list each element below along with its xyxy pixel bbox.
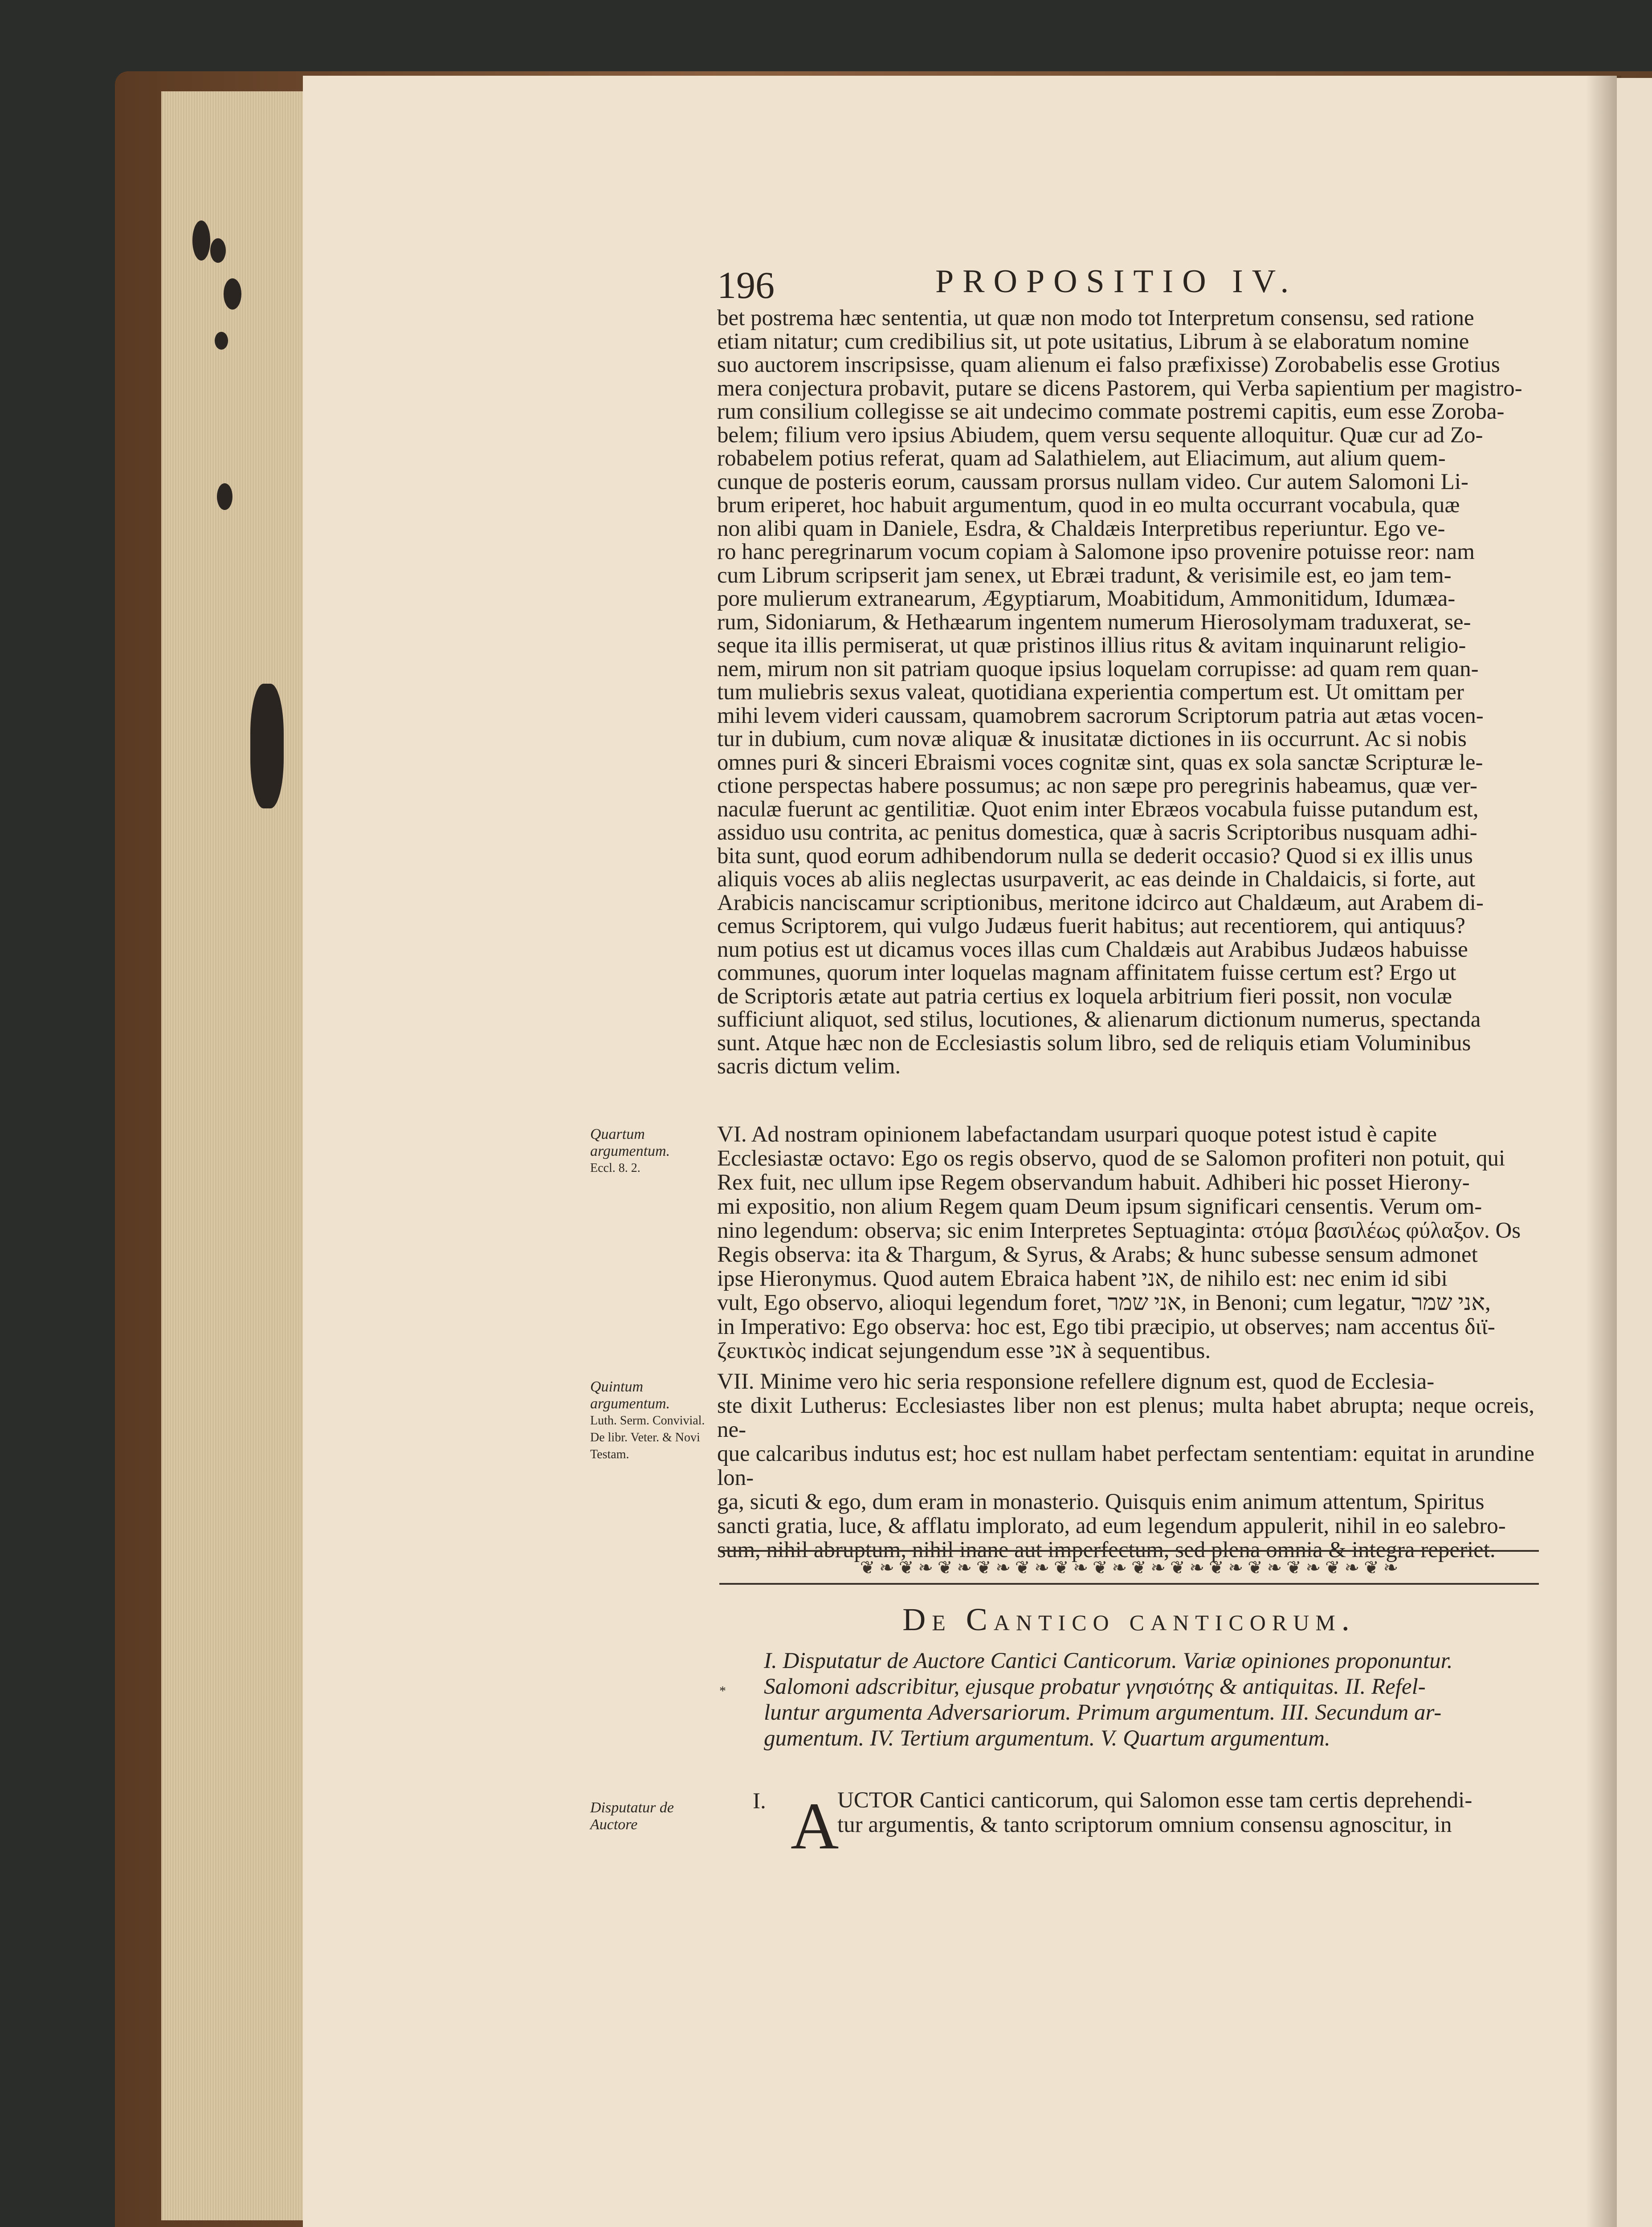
text-line: de Scriptoris ætate aut patria certius ex loquela arbitrium fieri possit, non voculæ [717, 983, 1452, 1009]
text-line: nino legendum: observa; sic enim Interpretes Septuaginta: στόμα βασιλέως φύλαξον. Os [717, 1218, 1521, 1243]
ink-stain [250, 684, 284, 808]
margin-note-ref: Luth. Serm. Convivial. De libr. Veter. & Novi Testam. [590, 1414, 705, 1461]
text-line: Ecclesiastæ octavo: Ego os regis observo, quod de se Salomon profiteri non potuit, qui [717, 1146, 1505, 1171]
text-line: cum Librum scripserit jam senex, ut Ebræi tradunt, & verisimile est, eo jam tem- [717, 563, 1452, 588]
section-vi [717, 1122, 1534, 1363]
text-line: I. Disputatur de Auctore Cantici Canticorum. Variæ opiniones proponuntur. [764, 1648, 1453, 1673]
text-line: mihi levem videri caussam, quamobrem sacrorum Scriptorum patria aut ætas vocen- [717, 703, 1484, 728]
page-header [717, 263, 1541, 312]
page-number: 196 [717, 264, 775, 306]
text-line: belem; filium vero ipsius Abiudem, quem versu sequente alloquitur. Quæ cur ad Zo- [717, 422, 1483, 448]
text-line: luntur argumenta Adversariorum. Primum argumentum. III. Secundum ar- [764, 1700, 1442, 1725]
text-line: suo auctorem inscripsisse, quam alienum ei falso præfixisse) Zorobabelis esse Grotius [717, 352, 1500, 377]
text-line: Salomoni adscribitur, ejusque probatur γνησιότης & antiquitas. II. Refel- [764, 1674, 1426, 1699]
ink-stain [224, 278, 241, 310]
text-line: sum, nihil abruptum, nihil inane aut imperfectum, sed plena omnia & integra reperiet. [717, 1538, 1496, 1562]
margin-note-quartum [590, 1126, 715, 1177]
text-line: etiam nitatur; cum credibilius sit, ut pote usitatius, Librum à se elaboratum nomine [717, 329, 1469, 354]
text-line: nem, mirum non sit patriam quoque ipsius loquelam corrupisse: ad quam rem quan- [717, 656, 1479, 681]
page-gutter [1586, 76, 1621, 2227]
text-line: ste dixit Lutherus: Ecclesiastes liber non est plenus; multa habet abrupta; neque ocreis, ne- [717, 1393, 1534, 1442]
text-line: robabelem potius referat, quam ad Salathielem, aut Eliacimum, aut alium quem- [717, 446, 1446, 471]
text-line: Arabicis nanciscamur scriptionibus, meritone idcirco aut Chaldæum, aut Arabem di- [717, 890, 1484, 915]
margin-note-auctore: Disputatur de Auctore [590, 1799, 674, 1833]
page-fore-edge [161, 91, 304, 2220]
ink-stain [215, 332, 228, 350]
text-line: cemus Scriptorem, qui vulgo Judæus fuerit habitus; aut recentiorem, qui antiquus? [717, 914, 1465, 938]
text-line: rum consilium collegisse se ait undecimo commate postremi capitis, eum esse Zoroba- [717, 399, 1505, 424]
drop-cap: A [791, 1789, 839, 1863]
text-line: aliquis voces ab aliis neglectas usurpaverit, ac eas deinde in Chaldaicis, si forte, aut [717, 867, 1476, 892]
text-line: sancti gratia, luce, & afflatu implorato, ad eum legendum appulerit, nihil in eo salebro- [717, 1513, 1506, 1538]
main-paragraph [717, 306, 1534, 1078]
text-line: vult, Ego observo, alioqui legendum foret, אני שמר, in Benoni; cum legatur, אני שמר, [717, 1290, 1491, 1315]
text-line: Regis observa: ita & Thargum, & Syrus, & Arabs; & hunc subesse sensum admonet [717, 1242, 1478, 1267]
text-line: omnes puri & sinceri Ebraismi voces cognitæ sint, quas ex sola sanctæ Scripturæ le- [717, 750, 1483, 775]
text-line: pore mulierum extranearum, Ægyptiarum, Moabitidum, Ammonitidum, Idumæa- [717, 586, 1456, 611]
dagger-mark: * [719, 1684, 726, 1698]
running-head: PROPOSITIO IV. [935, 263, 1298, 300]
ink-stain [210, 238, 226, 263]
text-line: que calcaribus indutus est; hoc est nullam habet perfectam sententiam: equitat in arundine lon- [717, 1441, 1534, 1490]
text-line: VII. Minime vero hic seria responsione refellere dignum est, quod de Ecclesia- [717, 1369, 1435, 1394]
section-numeral: I. [753, 1789, 766, 1814]
text-line: tum muliebris sexus valeat, quotidiana experientia compertum est. Ut omittam per [717, 680, 1464, 705]
text-line: in Imperativo: Ego observa: hoc est, Ego tibi præcipio, ut observes; nam accentus διϊ- [717, 1314, 1495, 1339]
text-line: cunque de posteris eorum, caussam prorsus nullam video. Cur autem Salomoni Li- [717, 469, 1468, 494]
ink-stain [217, 483, 233, 510]
text-line: gumentum. IV. Tertium argumentum. V. Quartum argumentum. [764, 1726, 1330, 1751]
text-line: mera conjectura probavit, putare se dicens Pastorem, qui Verba sapientium per magistro- [717, 375, 1522, 401]
ink-stain [192, 220, 210, 261]
opening-text [837, 1788, 1537, 1837]
right-page-edge [1617, 78, 1652, 2227]
text-line: ζευκτικὸς indicat sejungendum esse אני à sequentibus. [717, 1338, 1211, 1363]
text-line: brum eriperet, hoc habuit argumentum, quod in eo multa occurrant vocabula, quæ [717, 493, 1460, 518]
margin-note-quintum [590, 1379, 715, 1463]
text-line: bita sunt, quod eorum adhibendorum nulla se dederit occasio? Quod si ex illis unus [717, 843, 1473, 869]
text-line: sacris dictum velim. [717, 1054, 901, 1079]
chapter-summary [764, 1648, 1539, 1751]
margin-note-ref: Eccl. 8. 2. [590, 1161, 640, 1175]
text-line: non alibi quam in Daniele, Esdra, & Chaldæis Interpretibus reperiuntur. Ego ve- [717, 516, 1445, 541]
text-line: assiduo usu contrita, ac penitus domestica, quæ à sacris Scriptoribus nusquam adhi- [717, 820, 1477, 845]
text-line: communes, quorum inter loquelas magnam affinitatem fuisse certum est? Ergo ut [717, 960, 1456, 985]
text-line: sunt. Atque hæc non de Ecclesiastis solum libro, sed de reliquis etiam Voluminibus [717, 1030, 1471, 1056]
section-vii [717, 1370, 1534, 1562]
opening-line: UCTOR Cantici canticorum, qui Salomon esse tam certis deprehendi- [837, 1788, 1473, 1813]
text-line: sufficiunt aliquot, sed stilus, locutiones, & alienarum dictionum numerus, spectanda [717, 1007, 1481, 1032]
text-line: rum, Sidoniarum, & Hethæarum ingentem numerum Hierosolymam traduxerat, se- [717, 609, 1471, 635]
opening-line: tur argumentis, & tanto scriptorum omnium consensu agnoscitur, in [837, 1812, 1452, 1837]
text-line: ipse Hieronymus. Quod autem Ebraica habent אני, de nihilo est: nec enim id sibi [717, 1266, 1448, 1291]
margin-note-label: Quartum argumentum. [590, 1126, 670, 1159]
text-line: num potius est ut dicamus voces illas cum Chaldæis aut Arabibus Judæos habuisse [717, 937, 1468, 962]
text-line: Rex fuit, nec ullum ipse Regem observandum habuit. Adhiberi hic posset Hierony- [717, 1170, 1470, 1195]
ornamental-rule: ❦ ❧ ❦ ❧ ❦ ❧ ❦ ❧ ❦ ❧ ❦ ❧ ❦ ❧ ❦ ❧ ❦ ❧ ❦ ❧ ❦ ❧ ❦ ❧ ❦ ❧ ❦ ❧ [719, 1550, 1539, 1585]
text-line: bet postrema hæc sententia, ut quæ non modo tot Interpretum consensu, sed ratione [717, 306, 1474, 330]
text-line: tur in dubium, cum novæ aliquæ & inusitatæ dictiones in iis occurrunt. Ac si nobis [717, 726, 1467, 751]
text-line: naculæ fuerunt ac gentilitiæ. Quot enim inter Ebræos vocabula fuisse putandum est, [717, 796, 1479, 822]
text-line: ga, sicuti & ego, dum eram in monasterio. Quisquis enim animum attentum, Spiritus [717, 1489, 1485, 1514]
section-title: De Cantico canticorum. [902, 1602, 1356, 1637]
text-line: ctione perspectas habere possumus; ac non sæpe pro peregrinis habeamus, quæ ver- [717, 773, 1477, 798]
text-line: mi expositio, non alium Regem quam Deum ipsum significari censentis. Verum om- [717, 1194, 1482, 1219]
text-line: ro hanc peregrinarum vocum copiam à Salomone ipso provenire potuisse reor: nam [717, 539, 1475, 564]
text-line: VI. Ad nostram opinionem labefactandam usurpari quoque potest istud è capite [717, 1122, 1437, 1147]
margin-note-label: Quintum argumentum. [590, 1379, 670, 1412]
text-line: seque ita illis permiserat, ut quæ pristinos illius ritus & avitam inquinarunt religio- [717, 633, 1466, 658]
